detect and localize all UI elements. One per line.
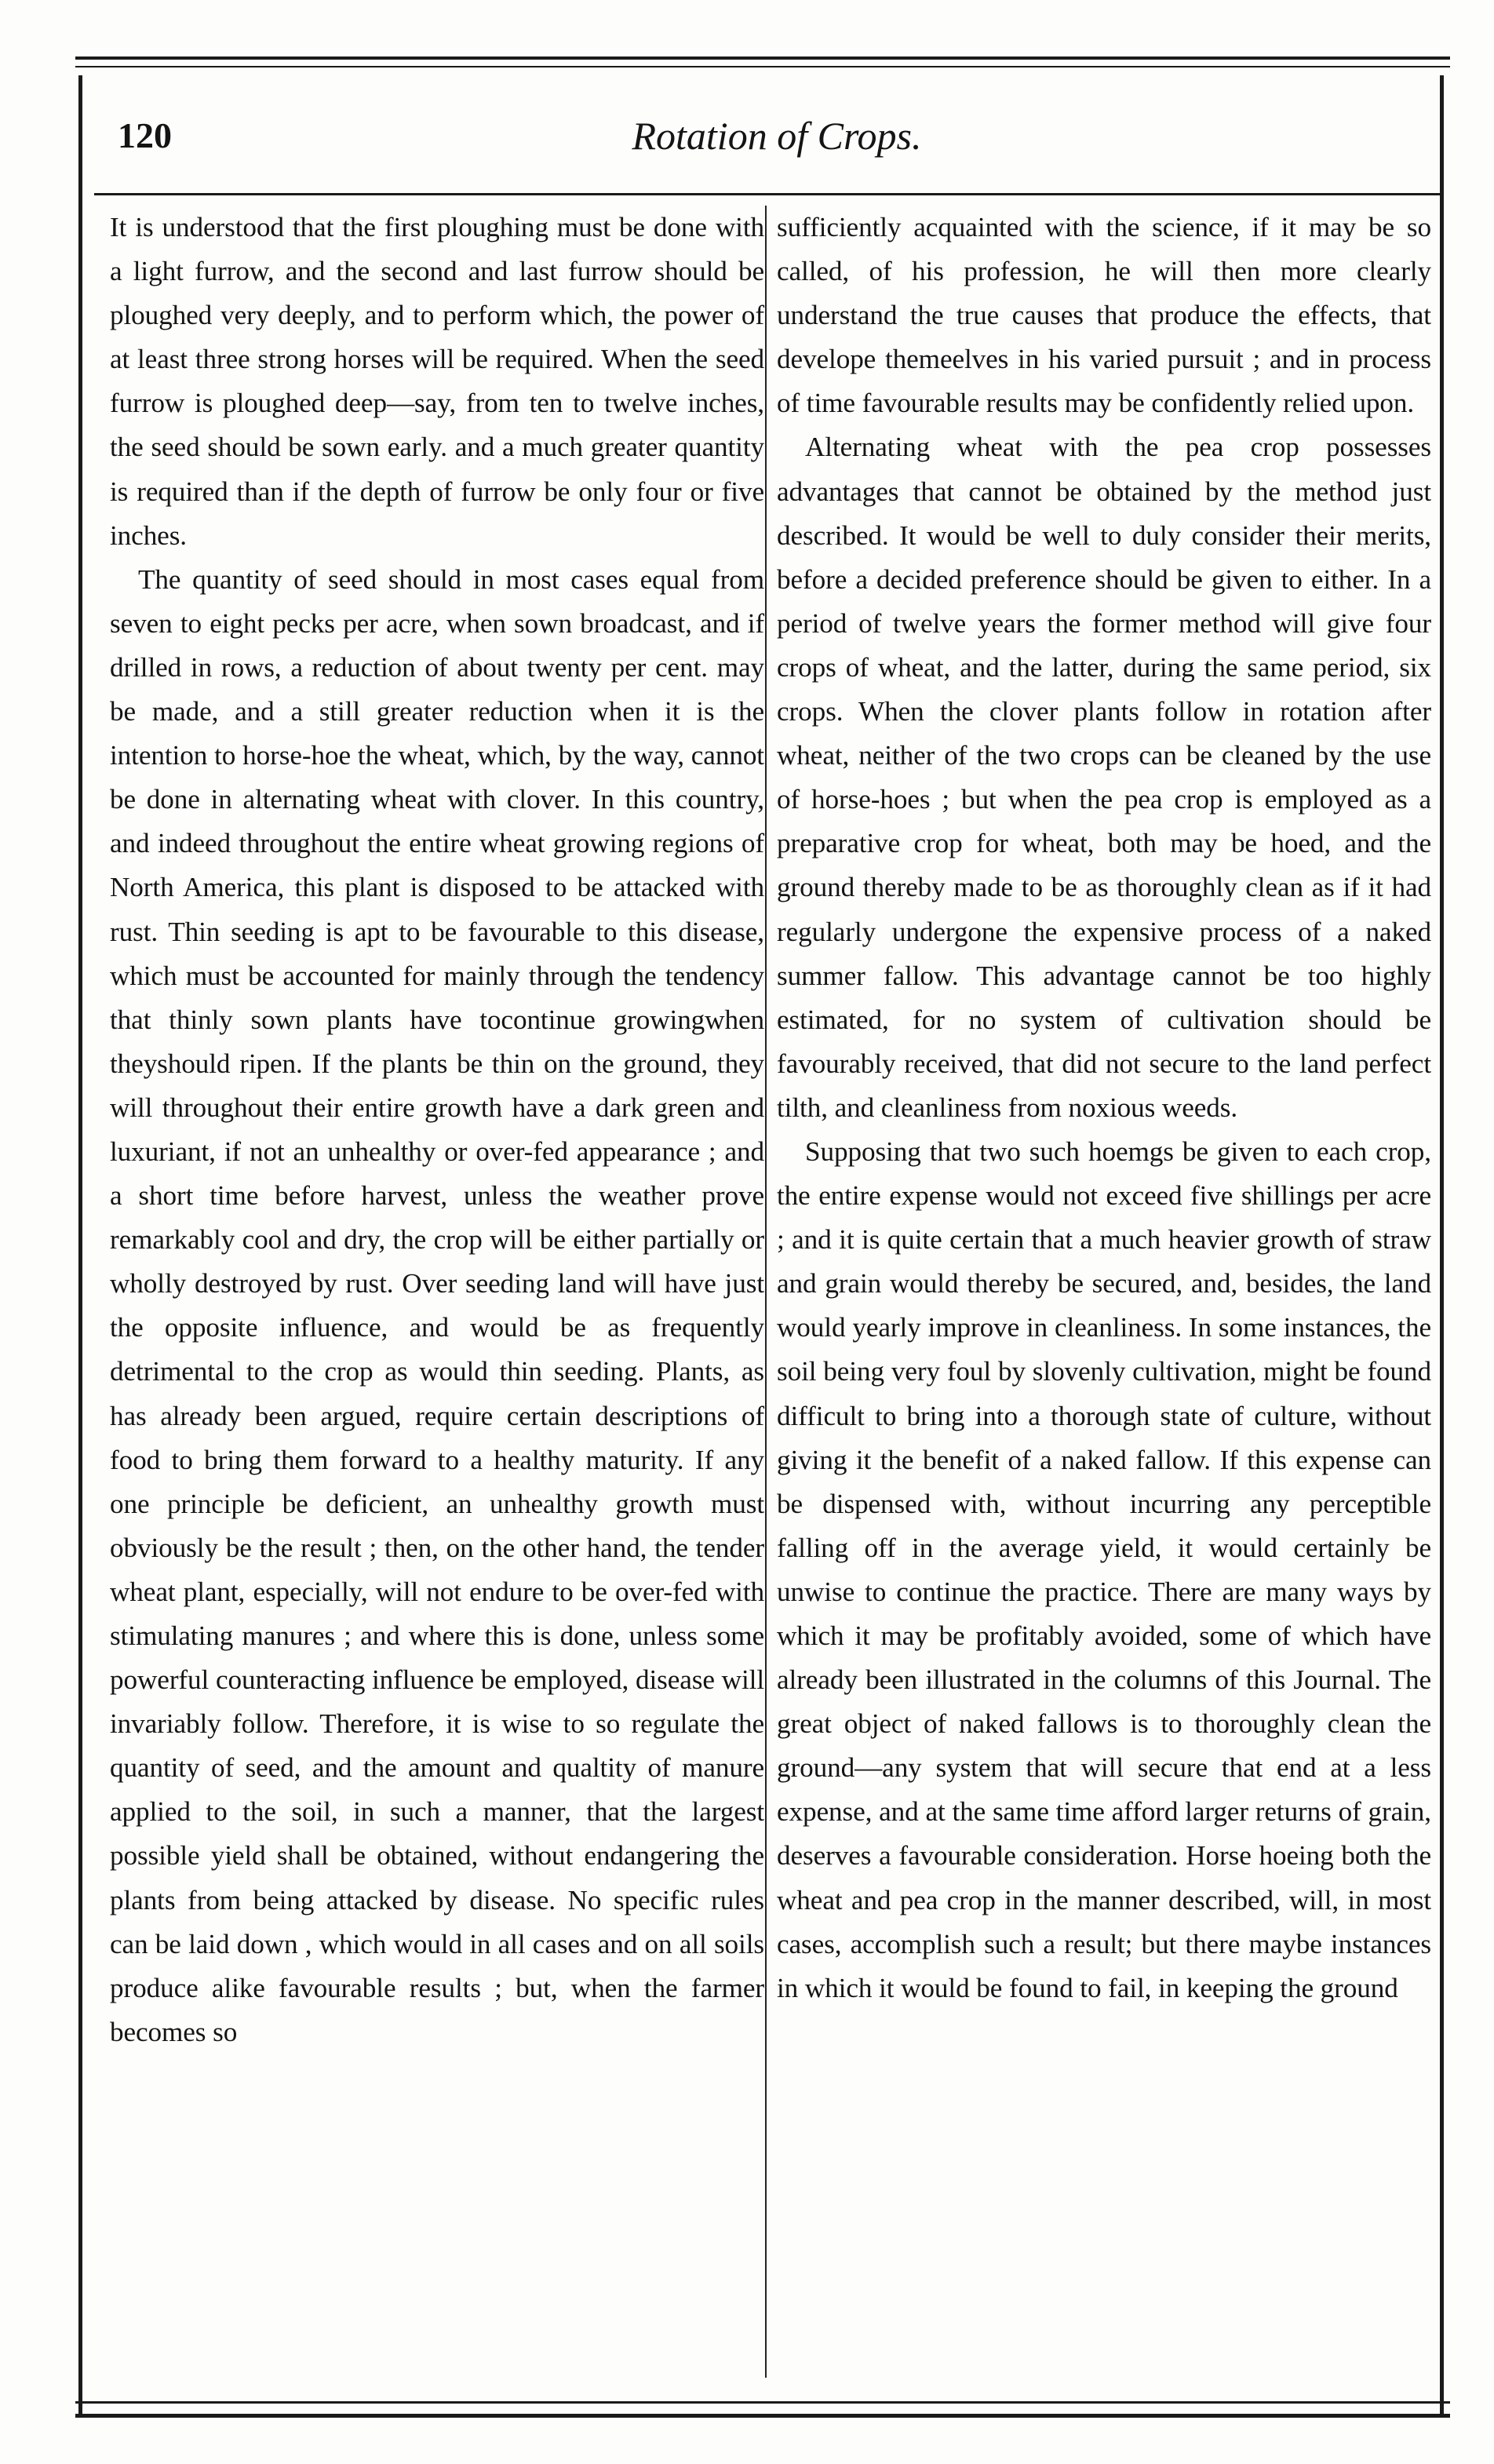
bottom-border-rule (75, 2401, 1450, 2404)
column-divider (765, 206, 767, 2378)
left-column (110, 206, 764, 2054)
top-border-rule (75, 56, 1450, 60)
paragraph: It is understood that the first ploughing must be done with a light furrow, and the second and last furrow should be ploughed very deeply, and to perform which, the power of at least three strong horses will be required. When the seed furrow is ploughed deep—say, from ten to twelve inches, the seed should be sown early. and a much greater quantity is required than if the depth of furrow be only four or five inches. (110, 212, 764, 551)
page-header (118, 110, 1436, 173)
paragraph: Alternating wheat with the pea crop possesses advantages that cannot be obtained by the method just described. It would be well to duly consider their merits, before a decided preference should be given to either. In a period of twelve years the former method will give four crops of wheat, and the latter, during the same period, six crops. When the clover plants follow in rotation after wheat, neither of the two crops can be cleaned by the use of horse-hoes ; but when the pea crop is employed as a preparative crop for wheat, both may be hoed, and the ground thereby made to be as thoroughly clean as if it had regularly undergone the expensive process of a naked summer fallow. This advantage cannot be too highly estimated, for no system of cultivation should be favourably received, that did not secure to the land perfect tilth, and cleanliness from noxious weeds. (777, 432, 1431, 1123)
paragraph: sufficiently acquainted with the science, if it may be so called, of his profession, he will then more clearly understand the true causes that produce the effects, that develope themeelves in his varied pursuit ; and in process of time favourable results may be confidently relied upon. (777, 212, 1431, 419)
paragraph: Supposing that two such hoemgs be given to each crop, the entire expense would not exceed five shillings per acre ; and it is quite certain that a much heavier growth of straw and grain would thereby be secured, and, besides, the land would yearly improve in cleanliness. In some instances, the soil being very foul by slovenly cultivation, might be found difficult to bring into a thorough state of culture, without giving it the benefit of a naked fallow. If this expense can be dispensed with, without incurring any perceptible falling off in the average yield, it would certainly be unwise to continue the practice. There are many ways by which it may be profitably avoided, some of which have already been illustrated in the columns of this Journal. The great object of naked fallows is to thoroughly clean the ground—any system that will secure that end at a less expense, and at the same time afford larger returns of grain, deserves a favourable consideration. Horse hoeing both the wheat and pea crop in the manner described, will, in most cases, accomplish such a result; but there maybe instances in which it would be found to fail, in keeping the ground (777, 1135, 1431, 2003)
page-number: 120 (118, 115, 172, 155)
bottom-border-rule-outer (75, 2414, 1450, 2418)
paragraph: The quantity of seed should in most cases equal from seven to eight pecks per acre, when sown broadcast, and if drilled in rows, a reduction of about twenty per cent. may be made, and a still greater reduction when it is the intention to horse-hoe the wheat, which, by the way, cannot be done in alternating wheat with clover. In this country, and indeed throughout the entire wheat growing regions of North America, this plant is disposed to be attacked with rust. Thin seeding is apt to be favourable to this disease, which must be accounted for mainly through the tendency that thinly sown plants have tocontinue growingwhen theyshould ripen. If the plants be thin on the ground, they will throughout their entire growth have a dark green and luxuriant, if not an unhealthy or over-fed appearance ; and a short time before harvest, unless the weather prove remarkably cool and dry, the crop will be either partially or wholly destroyed by rust. Over seeding land will have just the opposite influence, and would be as frequently detrimental to the crop as would thin seeding. Plants, as has already been argued, require certain descriptions of food to bring them forward to a healthy maturity. If any one principle be deficient, an unhealthy growth must obviously be the result ; then, on the other hand, the tender wheat plant, especially, will not endure to be over-fed with stimulating manures ; and where this is done, unless some powerful counteracting influence be employed, disease will invariably follow. Therefore, it is wise to so regulate the quantity of seed, and the amount and qualtity of manure applied to the soil, in such a manner, that the largest possible yield shall be obtained, without endangering the plants from being attacked by disease. No specific rules can be laid down , which would in all cases and on all soils produce alike favourable results ; but, when the farmer becomes so (110, 563, 764, 2047)
top-border-rule-inner (75, 66, 1450, 67)
right-column (777, 206, 1431, 2010)
running-title: Rotation of Crops. (632, 114, 922, 158)
header-rule (94, 193, 1441, 195)
